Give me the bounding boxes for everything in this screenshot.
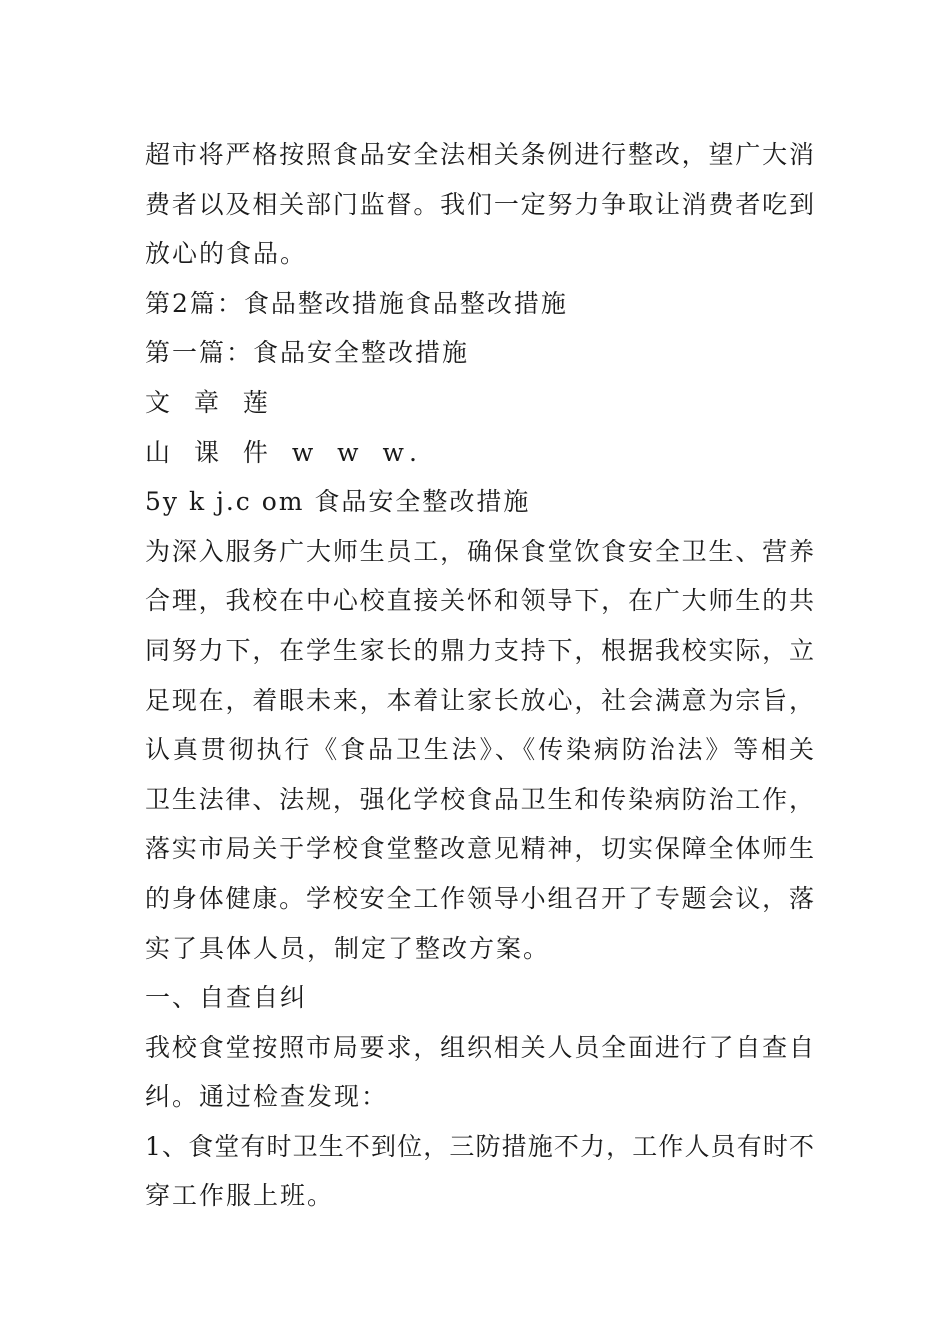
watermark-text-line: 山 课 件 w w w. — [145, 437, 425, 467]
document-body — [145, 130, 815, 1221]
section-heading: 一、自查自纠 — [145, 983, 308, 1013]
paragraph-line: 费者以及相关部门监督。我们一定努力争取让消费者吃到 — [145, 189, 815, 219]
list-item-line: 穿工作服上班。 — [145, 1181, 335, 1211]
section-heading: 第一篇：食品安全整改措施 — [145, 338, 470, 368]
paragraph-line: 卫生法律、法规，强化学校食品卫生和传染病防治工作， — [145, 784, 815, 814]
paragraph-line: 合理，我校在中心校直接关怀和领导下，在广大师生的共 — [145, 586, 815, 616]
article-title-line: 5y k j.c om 食品安全整改措施 — [145, 487, 531, 517]
paragraph-line: 同努力下，在学生家长的鼎力支持下，根据我校实际，立 — [145, 635, 815, 665]
watermark-text-line: 文 章 莲 — [145, 387, 276, 417]
paragraph-line: 的身体健康。学校安全工作领导小组召开了专题会议，落 — [145, 883, 815, 913]
paragraph-line: 我校食堂按照市局要求，组织相关人员全面进行了自查自 — [145, 1032, 815, 1062]
paragraph-line: 超市将严格按照食品安全法相关条例进行整改，望广大消 — [145, 140, 815, 169]
paragraph-line: 足现在，着眼未来，本着让家长放心，社会满意为宗旨， — [145, 685, 815, 715]
paragraph-line: 认真贯彻执行《食品卫生法》、《传染病防治法》等相关 — [145, 735, 815, 765]
list-item-line: 1、食堂有时卫生不到位，三防措施不力，工作人员有时不 — [145, 1131, 815, 1161]
paragraph-line: 为深入服务广大师生员工，确保食堂饮食安全卫生、营养 — [145, 536, 815, 566]
section-heading: 第2篇：食品整改措施食品整改措施 — [145, 288, 568, 318]
paragraph-line: 纠。通过检查发现： — [145, 1082, 389, 1112]
paragraph-line: 落实市局关于学校食堂整改意见精神，切实保障全体师生 — [145, 834, 815, 864]
paragraph-line: 实了具体人员，制定了整改方案。 — [145, 933, 551, 963]
paragraph-line: 放心的食品。 — [145, 239, 308, 269]
